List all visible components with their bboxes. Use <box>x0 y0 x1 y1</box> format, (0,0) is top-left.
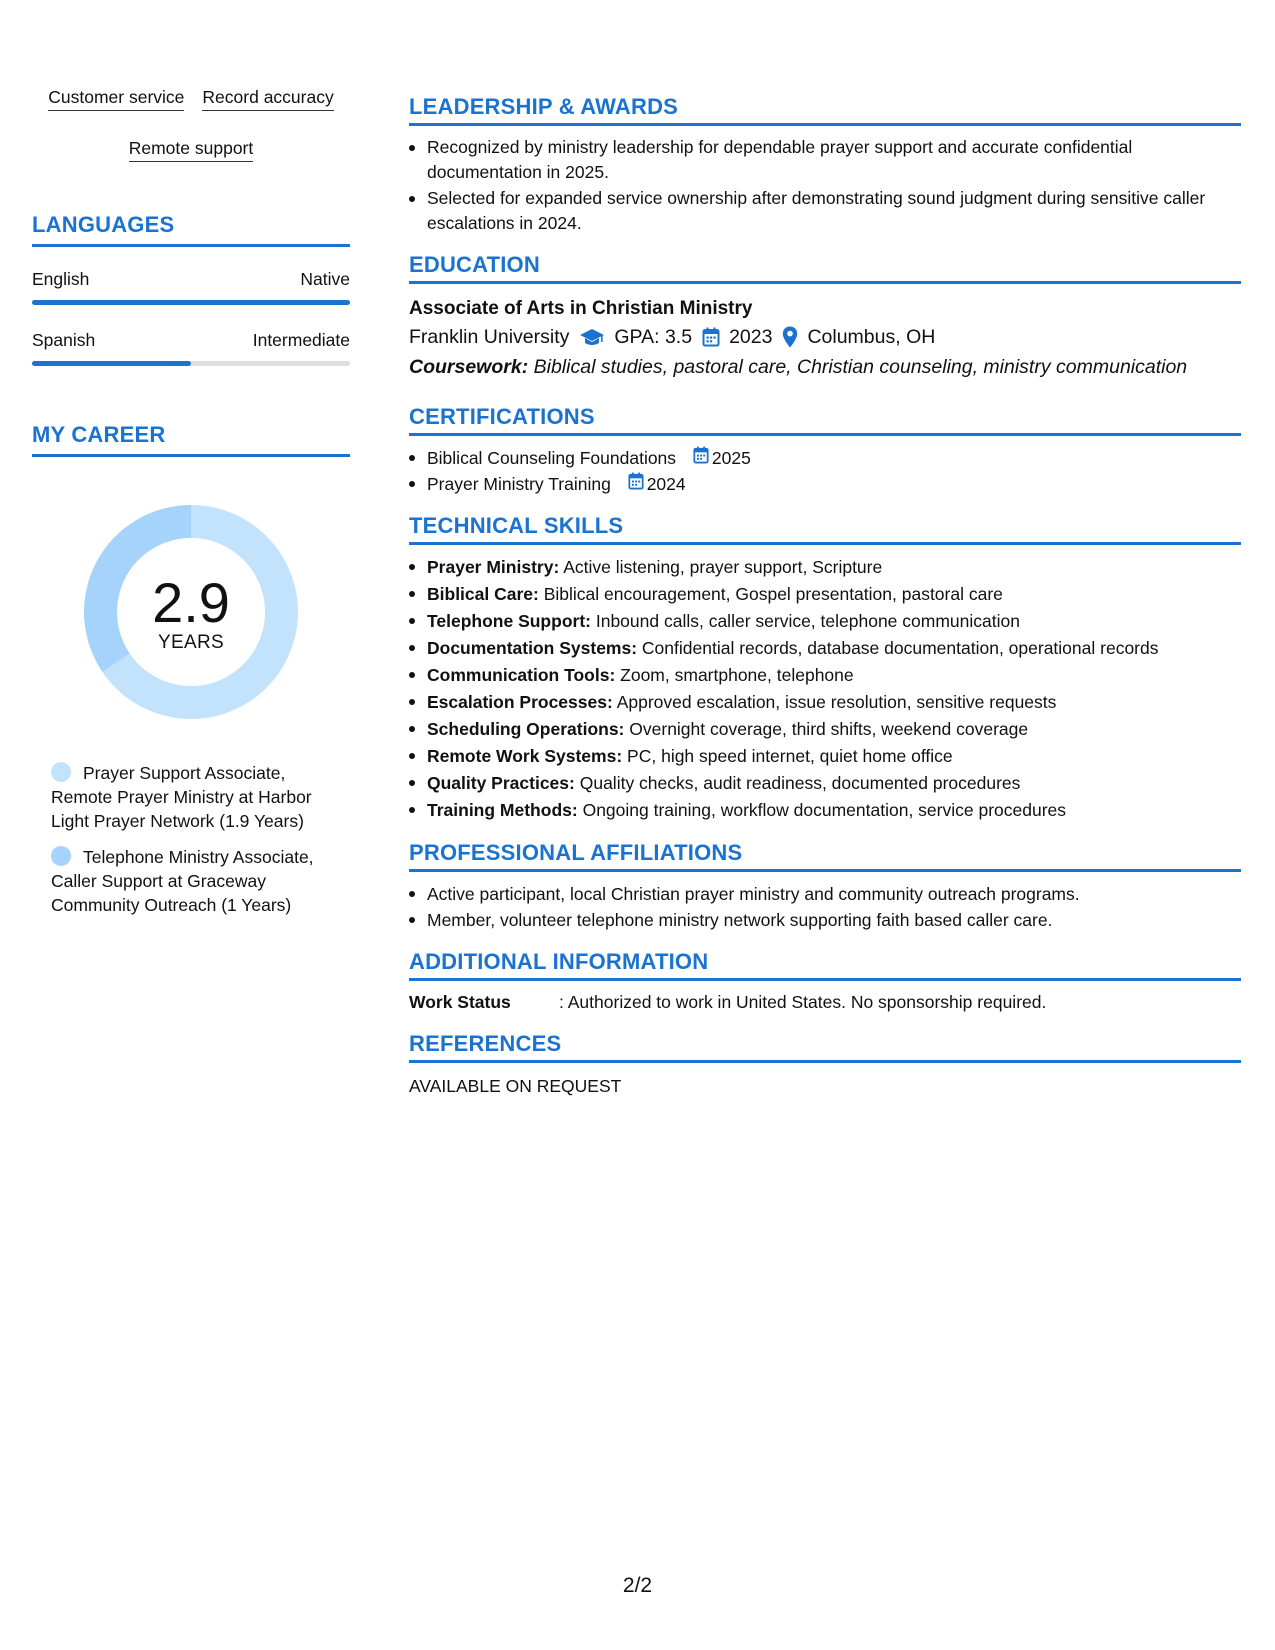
language-bar-fill <box>32 361 191 366</box>
certification-year: 2025 <box>711 448 751 468</box>
skill-label: Telephone Support: <box>427 611 591 631</box>
skill-text: Quality checks, audit readiness, documented procedures <box>579 773 1021 793</box>
career-section <box>32 422 350 917</box>
calendar-icon <box>702 327 720 347</box>
leadership-section <box>409 94 1241 236</box>
language-level: Native <box>300 269 350 289</box>
skill-item <box>409 662 1241 689</box>
certification-year: 2024 <box>646 474 686 494</box>
career-item-label: Prayer Support Associate, Remote Prayer Ministry at Harbor Light Prayer Network (1.9 Years) <box>51 763 312 831</box>
certification-name: Biblical Counseling Foundations <box>427 448 677 468</box>
skill-text: Approved escalation, issue resolution, sensitive requests <box>616 692 1057 712</box>
education-title: EDUCATION <box>409 252 1241 284</box>
language-bar-fill <box>32 300 350 305</box>
skill-text: Ongoing training, workflow documentation, service procedures <box>582 800 1067 820</box>
certifications-title: CERTIFICATIONS <box>409 404 1241 436</box>
career-item <box>51 845 350 917</box>
gpa-value: GPA: 3.5 <box>614 326 693 348</box>
career-item <box>51 761 350 833</box>
graduation-cap-icon <box>579 327 605 347</box>
skill-item <box>409 608 1241 635</box>
skill-label: Quality Practices: <box>427 773 575 793</box>
list-item: Recognized by ministry leadership for dependable prayer support and accurate confidential documentation in 2025. <box>409 135 1241 185</box>
career-total-unit: YEARS <box>158 632 224 653</box>
graduation-year: 2023 <box>729 326 773 348</box>
skill-item <box>409 743 1241 770</box>
page-number: 2/2 <box>622 1574 653 1597</box>
school-location: Columbus, OH <box>807 326 936 348</box>
list-item: Member, volunteer telephone ministry network supporting faith based caller care. <box>409 907 1241 933</box>
school-name: Franklin University <box>409 326 570 348</box>
skill-label: Documentation Systems: <box>427 638 638 658</box>
affiliations-title: PROFESSIONAL AFFILIATIONS <box>409 840 1241 872</box>
skill-text: Biblical encouragement, Gospel presentation, pastoral care <box>543 584 1003 604</box>
skill-tag: Record accuracy <box>202 86 333 111</box>
certification-item <box>409 471 1241 497</box>
coursework <box>409 352 1241 382</box>
career-title: MY CAREER <box>32 422 350 457</box>
skill-text: Confidential records, database documentation, operational records <box>641 638 1159 658</box>
skill-label: Training Methods: <box>427 800 578 820</box>
right-column <box>409 94 1241 1111</box>
skill-label: Scheduling Operations: <box>427 719 625 739</box>
coursework-text: Biblical studies, pastoral care, Christian counseling, ministry communication <box>533 356 1188 378</box>
calendar-icon <box>628 471 647 497</box>
skill-item <box>409 797 1241 824</box>
leadership-title: LEADERSHIP & AWARDS <box>409 94 1241 126</box>
certification-name: Prayer Ministry Training <box>427 474 611 494</box>
career-donut <box>78 499 304 725</box>
skill-label: Remote Work Systems: <box>427 746 623 766</box>
left-column <box>32 86 350 929</box>
career-item-label: Telephone Ministry Associate, Caller Support at Graceway Community Outreach (1 Years) <box>51 847 314 915</box>
skill-item <box>409 689 1241 716</box>
degree-name: Associate of Arts in Christian Ministry <box>409 298 753 319</box>
skill-label: Communication Tools: <box>427 665 616 685</box>
skill-tag: Remote support <box>129 137 254 162</box>
language-level: Intermediate <box>252 330 350 350</box>
languages-title: LANGUAGES <box>32 212 350 247</box>
career-legend-dot <box>51 846 71 866</box>
languages-section <box>32 212 350 366</box>
skill-label: Prayer Ministry: <box>427 557 560 577</box>
work-status-value: : Authorized to work in United States. No sponsorship required. <box>559 992 1047 1012</box>
location-pin-icon <box>782 326 798 348</box>
career-list <box>32 761 350 917</box>
technical-skills-section <box>409 513 1241 824</box>
skill-tags <box>32 86 350 162</box>
coursework-label: Coursework: <box>409 356 529 378</box>
education-meta <box>409 322 1241 352</box>
language-name: Spanish <box>32 330 96 350</box>
certifications-section <box>409 404 1241 497</box>
skill-text: Inbound calls, caller service, telephone communication <box>595 611 1020 631</box>
additional-info-section <box>409 949 1241 1013</box>
skill-item <box>409 770 1241 797</box>
career-total-years: 2.9 <box>152 571 230 634</box>
language-row <box>32 268 350 305</box>
references-section <box>409 1031 1241 1097</box>
list-item: Selected for expanded service ownership after demonstrating sound judgment during sensitive caller escalations in 2024. <box>409 186 1241 236</box>
skill-item <box>409 716 1241 743</box>
skill-label: Escalation Processes: <box>427 692 613 712</box>
calendar-icon <box>693 445 712 471</box>
additional-info-title: ADDITIONAL INFORMATION <box>409 949 1241 981</box>
language-name: English <box>32 269 90 289</box>
skill-text: Active listening, prayer support, Scripture <box>563 557 883 577</box>
education-section <box>409 252 1241 382</box>
skill-item <box>409 554 1241 581</box>
affiliations-section <box>409 840 1241 933</box>
work-status-row <box>409 991 1241 1013</box>
references-text: AVAILABLE ON REQUEST <box>409 1076 622 1096</box>
skill-item <box>409 581 1241 608</box>
language-bar <box>32 361 350 366</box>
skill-tag: Customer service <box>48 86 184 111</box>
skill-item <box>409 635 1241 662</box>
skill-text: Zoom, smartphone, telephone <box>620 665 854 685</box>
certification-item <box>409 445 1241 471</box>
list-item: Active participant, local Christian prayer ministry and community outreach programs. <box>409 881 1241 907</box>
work-status-label: Work Status <box>409 992 511 1012</box>
skill-text: Overnight coverage, third shifts, weekend coverage <box>629 719 1029 739</box>
references-title: REFERENCES <box>409 1031 1241 1063</box>
language-bar <box>32 300 350 305</box>
career-legend-dot <box>51 762 71 782</box>
skill-text: PC, high speed internet, quiet home office <box>627 746 953 766</box>
language-row <box>32 329 350 366</box>
skill-label: Biblical Care: <box>427 584 539 604</box>
technical-skills-title: TECHNICAL SKILLS <box>409 513 1241 545</box>
